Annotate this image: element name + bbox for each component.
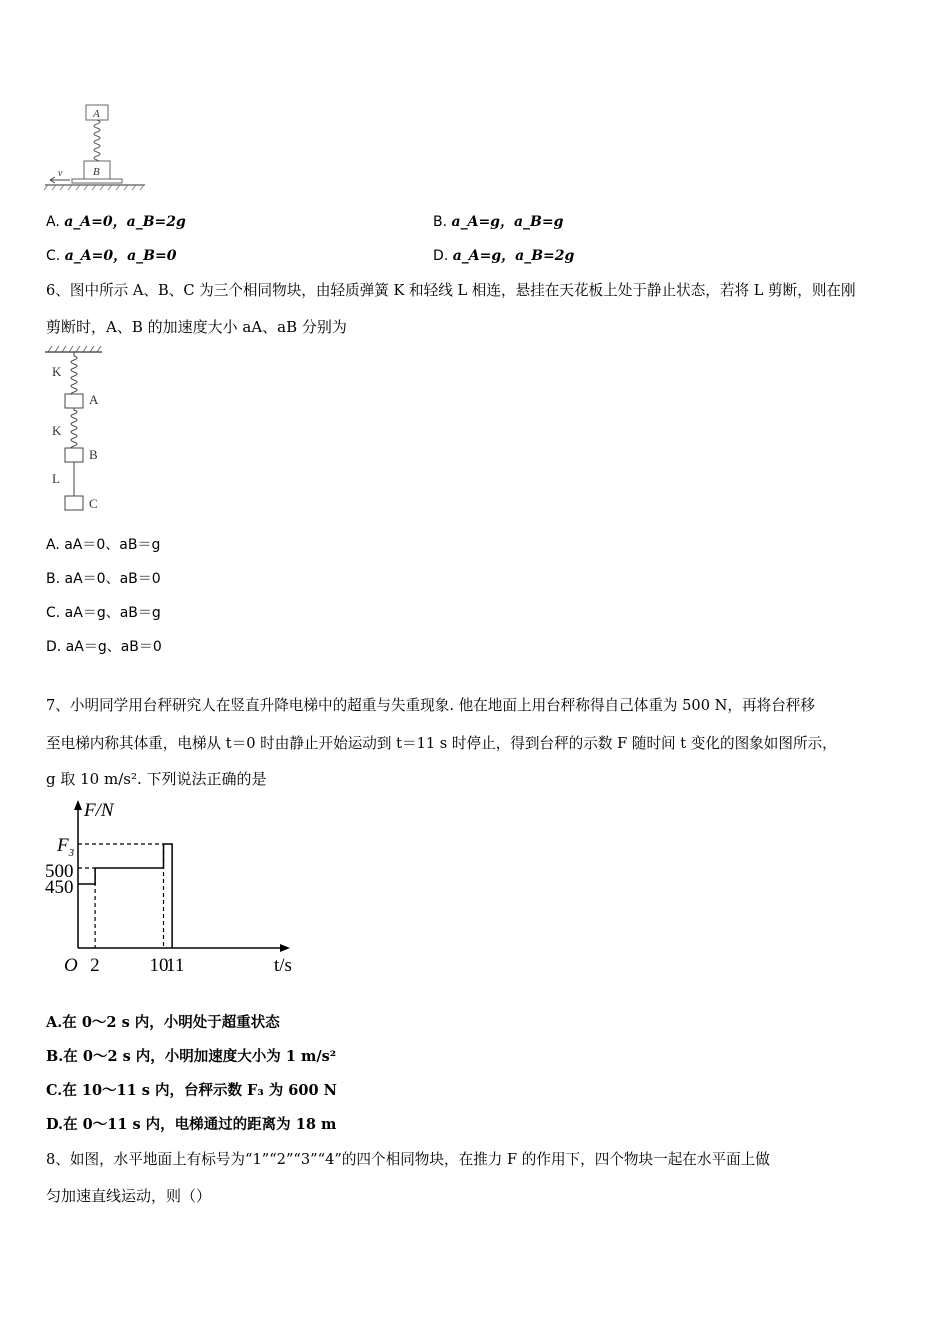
q5-option-c-text: a_A=0，a_B=0 xyxy=(64,248,177,264)
q5-option-d-text: a_A=g，a_B=2g xyxy=(452,248,575,264)
series-f-line xyxy=(78,844,172,948)
q7-stem-line2: 至电梯内称其体重，电梯从 t＝0 时由静止开始运动到 t＝11 s 时停止，得到台秤的示数 F 随时间 t 变化的图象如图所示， xyxy=(46,735,837,752)
q5-option-b-text: a_A=g，a_B=g xyxy=(451,214,564,230)
y-tick-450: 450 xyxy=(45,877,74,898)
q7-chart xyxy=(40,796,310,981)
q6-option-d[interactable]: D. aA＝g、aB＝0 xyxy=(46,639,162,655)
q7-option-a[interactable]: A.在 0～2 s 内，小明处于超重状态 xyxy=(46,1014,280,1031)
q7-option-c[interactable]: C.在 10～11 s 内，台秤示数 F₃ 为 600 N xyxy=(46,1082,337,1099)
q5-label-b: B xyxy=(93,166,100,178)
x-tick-2: 2 xyxy=(90,955,100,976)
x-axis-label: t/s xyxy=(274,955,292,976)
q6-option-c[interactable]: C. aA＝g、aB＝g xyxy=(46,605,161,621)
q5-option-b[interactable] xyxy=(433,211,563,231)
q5-option-d[interactable] xyxy=(433,245,574,265)
q5-option-c[interactable] xyxy=(46,245,176,265)
q6-stem-line1: 6、图中所示 A、B、C 为三个相同物块，由轻质弹簧 K 和轻线 L 相连，悬挂在天花板上处于静止状态，若将 L 剪断，则在刚 xyxy=(46,282,856,299)
q5-option-a-prefix: A. xyxy=(46,214,60,230)
q8-stem-line2: 匀加速直线运动，则（） xyxy=(46,1187,212,1205)
q6-option-b[interactable]: B. aA＝0、aB＝0 xyxy=(46,571,161,587)
q5-option-a-text: a_A=0，a_B=2g xyxy=(64,214,186,230)
q5-label-v: v xyxy=(58,168,63,179)
q6-stem-line2: 剪断时，A、B 的加速度大小 aA、aB 分别为 xyxy=(46,318,347,336)
q5-option-b-prefix: B. xyxy=(433,214,448,230)
q6-option-a[interactable]: A. aA＝0、aB＝g xyxy=(46,537,161,553)
q6-label-c: C xyxy=(89,496,98,511)
y-tick-500: 500 xyxy=(45,861,74,882)
q5-figure xyxy=(40,100,150,192)
q8-stem-line1: 8、如图，水平地面上有标号为“1”“2”“3”“4”的四个相同物块，在推力 F 的作用下，四个物块一起在水平面上做 xyxy=(46,1151,770,1168)
q6-label-b: B xyxy=(89,447,98,462)
x-tick-11: 11 xyxy=(166,955,185,976)
origin-label: O xyxy=(64,955,78,976)
q5-option-d-prefix: D. xyxy=(433,248,449,264)
y-axis-label: F/N xyxy=(84,800,114,821)
q6-label-k1: K xyxy=(52,364,62,379)
q5-label-a: A xyxy=(93,108,100,120)
q7-stem-line1: 7、小明同学用台秤研究人在竖直升降电梯中的超重与失重现象. 他在地面上用台秤称得自己体重为 500 N，再将台秤移 xyxy=(46,697,815,714)
q5-option-a[interactable] xyxy=(46,211,186,231)
q6-figure xyxy=(40,344,120,516)
q7-option-d[interactable]: D.在 0～11 s 内，电梯通过的距离为 18 m xyxy=(46,1116,337,1133)
q6-label-k2: K xyxy=(52,423,62,438)
x-axis-arrow xyxy=(280,944,290,952)
q6-label-a: A xyxy=(89,392,99,407)
q7-stem-line3: g 取 10 m/s². 下列说法正确的是 xyxy=(46,770,267,788)
y-axis-arrow xyxy=(74,800,82,810)
y-tick-f3: $F_3$ xyxy=(57,835,75,859)
q6-label-l: L xyxy=(52,471,60,486)
q7-option-b[interactable]: B.在 0～2 s 内，小明加速度大小为 1 m/s² xyxy=(46,1048,337,1065)
x-tick-10: 10 xyxy=(149,955,169,976)
q5-option-c-prefix: C. xyxy=(46,248,61,264)
